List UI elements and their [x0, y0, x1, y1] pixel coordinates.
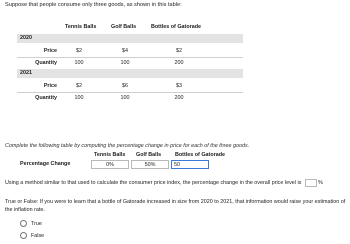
col-header-golf: Golf Balls: [111, 24, 137, 30]
intro-text: Suppose that people consume only three goods, as shown in this table:: [5, 2, 182, 8]
price-label-2020: Price: [43, 48, 57, 54]
pct-header-gatorade: Bottles of Gatorade: [175, 152, 226, 158]
year-row-2020: 2020: [17, 34, 243, 43]
price-label-2021: Price: [43, 83, 57, 89]
price-gatorade-2020: $2: [176, 48, 182, 54]
percent-sign: %: [318, 180, 323, 186]
instruction-text: Complete the following table by computing the percentage change in price for each of the three goods.: [5, 143, 250, 149]
quantity-label-2020: Quantity: [35, 60, 57, 66]
method-question: Using a method similar to that used to calculate the consumer price index, the percentage change in the overall price level is: [5, 180, 302, 186]
pct-header-tennis: Tennis Balls: [94, 152, 126, 158]
price-tennis-2020: $2: [76, 48, 82, 54]
pct-header-golf: Golf Balls: [136, 152, 162, 158]
price-gatorade-2021: $3: [176, 83, 182, 89]
quantity-tennis-2021: 100: [74, 95, 84, 101]
price-tennis-2021: $2: [76, 83, 82, 89]
true-false-question: True or False: If you were to learn that a bottle of Gatorade increased in size from 2020 to 2021, that information would raise your estimation of the inflation rate.: [5, 199, 346, 214]
divider: [17, 57, 243, 58]
pct-change-gatorade-input[interactable]: 50: [171, 160, 209, 169]
pct-change-golf-input[interactable]: 50%: [131, 160, 169, 169]
option-true-label[interactable]: True: [31, 221, 42, 227]
price-golf-2020: $4: [122, 48, 128, 54]
pct-change-label: Percentage Change: [20, 161, 71, 167]
quantity-golf-2020: 100: [120, 60, 130, 66]
overall-price-change-input[interactable]: [305, 179, 317, 187]
quantity-label-2021: Quantity: [35, 95, 57, 101]
quantity-gatorade-2021: 200: [174, 95, 184, 101]
col-header-gatorade: Bottles of Gatorade: [151, 24, 202, 30]
pct-change-tennis-input[interactable]: 0%: [91, 160, 129, 169]
quantity-tennis-2020: 100: [74, 60, 84, 66]
year-row-2021: 2021: [17, 69, 243, 78]
goods-table: [17, 24, 243, 120]
quantity-gatorade-2020: 200: [174, 60, 184, 66]
price-golf-2021: $6: [122, 83, 128, 89]
divider: [17, 92, 243, 93]
col-header-tennis: Tennis Balls: [65, 24, 97, 30]
radio-true[interactable]: [20, 220, 27, 227]
radio-false[interactable]: [20, 232, 27, 239]
option-false-label[interactable]: False: [31, 233, 45, 239]
quantity-golf-2021: 100: [120, 95, 130, 101]
